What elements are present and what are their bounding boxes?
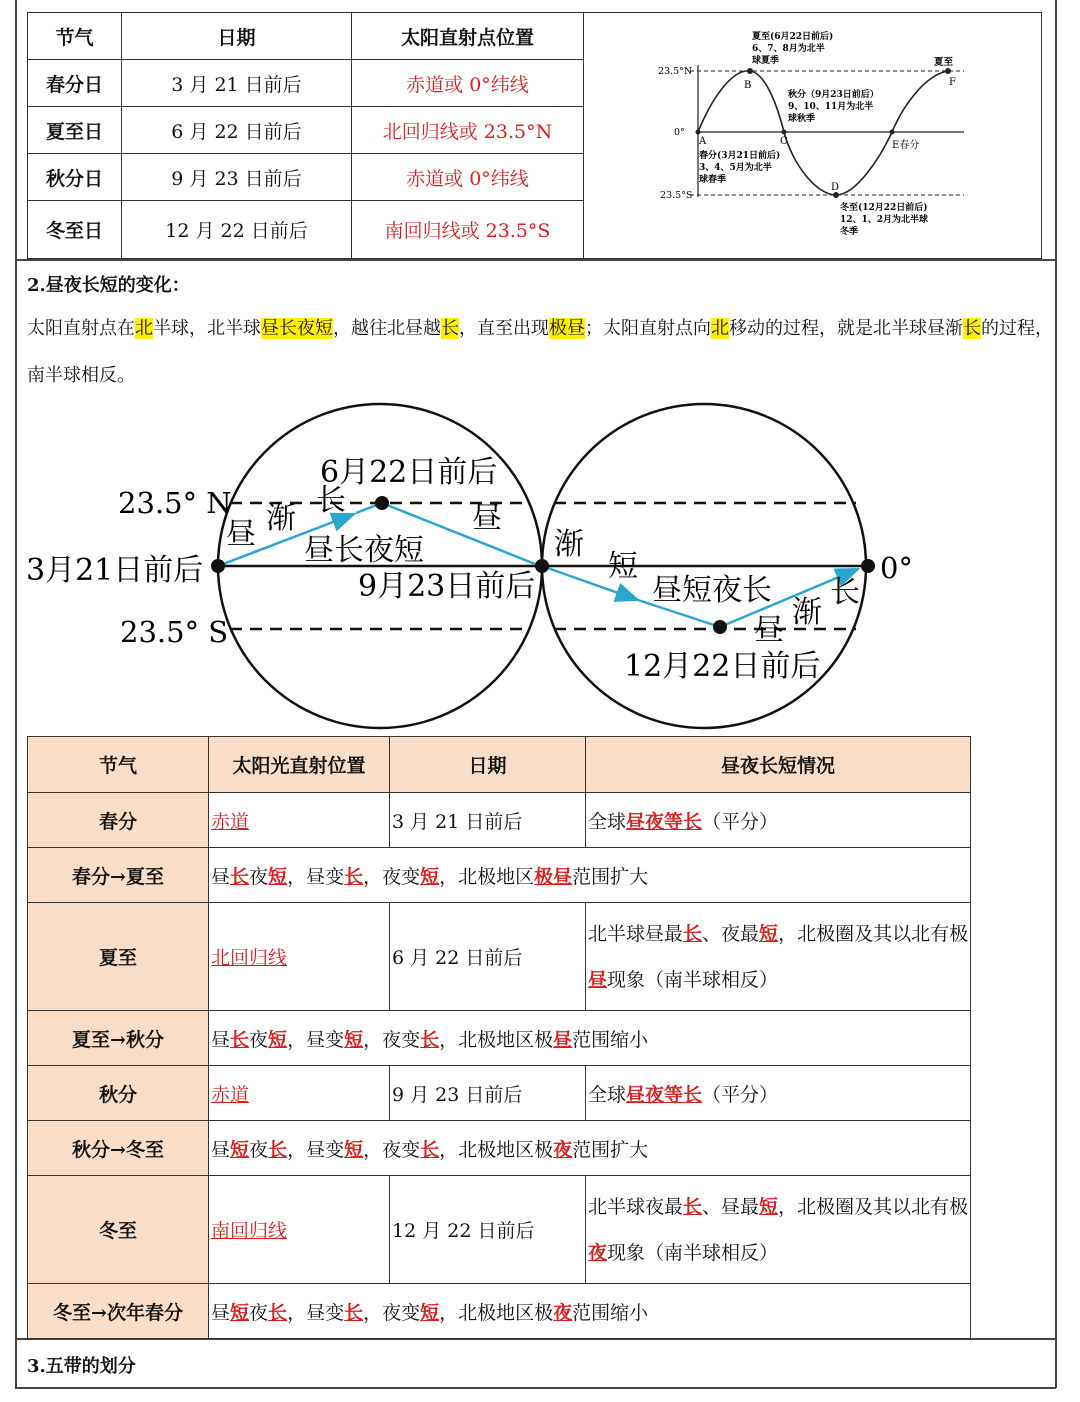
keyword: 短: [344, 1138, 364, 1161]
header-term: 节气: [28, 13, 122, 60]
frame-right: [1055, 0, 1057, 1388]
keyword: 长: [344, 865, 364, 888]
para-text: 移动的过程，就是北半球昼渐: [729, 318, 963, 339]
situation-cell: [586, 1066, 971, 1121]
text: 范围扩大: [572, 865, 649, 888]
position-link: 北回归线: [211, 947, 288, 969]
header-sun-position: 太阳光直射位置: [209, 737, 390, 793]
lat-zero-label: 0°: [674, 127, 685, 138]
summer-text-1: 夏至(6月22日前后): [752, 32, 834, 42]
date-cell: 3 月 21 日前后: [122, 60, 352, 107]
c-zhou2: 昼: [472, 501, 502, 536]
position-cell: 赤道或 0°纬线: [352, 154, 584, 201]
point-f-label: F: [949, 77, 956, 88]
frame-bottom: [15, 1387, 1056, 1389]
text: 夜: [249, 1301, 269, 1324]
keyword: 短: [268, 865, 288, 888]
text: 范围缩小: [572, 1028, 649, 1051]
text: 现象（南半球相反）: [607, 968, 779, 991]
situation-cell: [209, 848, 971, 903]
para-highlight: 长: [963, 318, 981, 339]
situation-cell: [586, 1176, 971, 1284]
point-b-label: B: [744, 80, 752, 91]
term-cell: 夏至: [28, 903, 209, 1011]
keyword: 极昼: [534, 865, 573, 888]
situation-cell: [586, 793, 971, 848]
c-chang2: 长: [830, 575, 860, 610]
keyword: 短: [420, 865, 440, 888]
keyword: 短: [344, 1028, 364, 1051]
text: 夜: [249, 1028, 269, 1051]
keyword: 长: [344, 1301, 364, 1324]
zero-text: 0°: [880, 551, 913, 585]
keyword: 短: [268, 1028, 288, 1051]
term-cell: 春分日: [28, 60, 122, 107]
term-cell: 春分: [28, 793, 209, 848]
position-link: 赤道: [211, 1083, 250, 1106]
term-cell: 冬至→次年春分: [28, 1284, 209, 1339]
dot-zero: [861, 559, 875, 573]
term-cell: 冬至日: [28, 201, 122, 259]
date-cell: 9 月 23 日前后: [390, 1066, 586, 1121]
term-cell: 春分→夏至: [28, 848, 209, 903]
situation-cell: [586, 903, 971, 1011]
keyword: 昼: [588, 968, 608, 991]
position-cell: 赤道或 0°纬线: [352, 60, 584, 107]
text: ，北极地区极: [439, 1028, 554, 1051]
text: 昼: [211, 865, 231, 888]
text: ，昼变: [287, 865, 345, 888]
text: 全球: [588, 1083, 627, 1106]
keyword: 长: [420, 1028, 440, 1051]
frame-left: [15, 0, 17, 1388]
keyword: 短: [759, 922, 779, 945]
text: 昼: [211, 1301, 231, 1324]
lat-south-text: 23.5° S: [120, 615, 229, 649]
date-march-text: 3月21日前后: [26, 553, 204, 588]
para-text: ；太阳直射点向: [585, 318, 711, 339]
situation-cell: [209, 1011, 971, 1066]
keyword: 昼夜等长: [626, 810, 703, 833]
text: 、昼最: [702, 1195, 760, 1218]
wave-diagram-box: [583, 12, 1042, 259]
keyword: 长: [420, 1138, 440, 1161]
c-jian2: 渐: [554, 527, 584, 562]
point-c-label: C: [780, 136, 788, 147]
keyword: 短: [759, 1195, 779, 1218]
para-text: ，越往北昼越: [333, 318, 441, 339]
c-zhou3: 昼: [754, 613, 784, 648]
point-b-dot: [747, 68, 753, 74]
keyword: 夜: [588, 1241, 608, 1264]
text: ，北极地区极: [439, 1138, 554, 1161]
text: ，夜变: [363, 865, 421, 888]
text: ，昼变: [287, 1301, 345, 1324]
date-cell: 12 月 22 日前后: [122, 201, 352, 259]
spring-text-1: 春分(3月21日前后): [699, 151, 781, 161]
text: ，北极圈及其以北有: [778, 922, 950, 945]
dot-september: [535, 559, 549, 573]
term-cell: 秋分→冬至: [28, 1121, 209, 1176]
keyword: 长: [230, 865, 250, 888]
position-link: 南回归线: [211, 1220, 288, 1242]
date-cell: 9 月 23 日前后: [122, 154, 352, 201]
text: ，夜变: [363, 1028, 421, 1051]
position-cell: [209, 1066, 390, 1121]
date-september-text: 9月23日前后: [358, 569, 536, 604]
autumn-text-1: 秋分（9月23日前后）: [788, 90, 879, 100]
summer-text-2: 6、7、8月为北半: [752, 44, 825, 54]
position-cell: [209, 793, 390, 848]
lat-north-label: 23.5°N: [658, 66, 693, 77]
text: 夜: [249, 865, 269, 888]
dot-march: [211, 559, 225, 573]
situation-cell: [209, 1284, 971, 1339]
text: ，昼变: [287, 1028, 345, 1051]
dot-june: [375, 496, 389, 510]
point-e-dot: [890, 130, 895, 135]
keyword: 昼: [553, 1028, 573, 1051]
term-cell: 冬至: [28, 1176, 209, 1284]
date-december-text: 12月22日前后: [624, 649, 821, 684]
autumn-text-2: 9、10、11月为北半: [788, 102, 874, 112]
day-night-table: [27, 736, 971, 1339]
text: 昼: [211, 1138, 231, 1161]
winter-text-2: 12、1、2月为北半球: [840, 215, 929, 225]
keyword: 长: [268, 1138, 288, 1161]
sun-path-wave-diagram: [584, 13, 1040, 257]
dot-december: [713, 620, 727, 634]
keyword: 长: [268, 1301, 288, 1324]
text: 极: [949, 1195, 969, 1218]
lat-north-text: 23.5° N: [118, 486, 232, 520]
section2-paragraph: [27, 305, 1057, 399]
text: ，北极地区极: [439, 1301, 554, 1324]
situation-cell: [209, 1121, 971, 1176]
text: （平分）: [702, 1083, 779, 1106]
text: 极: [949, 922, 969, 945]
para-highlight: 昼长夜短: [261, 318, 333, 339]
text: 夜: [249, 1138, 269, 1161]
text: 北半球昼最: [588, 922, 684, 945]
point-f-dot: [945, 68, 951, 74]
date-cell: 6 月 22 日前后: [390, 903, 586, 1011]
text: ，北极地区: [439, 865, 535, 888]
text: ，北极圈及其以北有: [778, 1195, 950, 1218]
c-jian3: 渐: [792, 595, 822, 630]
position-link: 赤道: [211, 810, 250, 833]
para-highlight: 长: [441, 318, 459, 339]
position-cell: [209, 1176, 390, 1284]
header-day-length: 昼夜长短情况: [586, 737, 971, 793]
c-long-day: 昼长夜短: [304, 533, 424, 568]
text: 、夜最: [702, 922, 760, 945]
text: 范围扩大: [572, 1138, 649, 1161]
date-june-text: 6月22日前后: [320, 455, 498, 490]
spring-text-2: 3、4、5月为北半: [699, 163, 772, 173]
header-position: 太阳直射点位置: [352, 13, 584, 60]
keyword: 夜: [553, 1301, 573, 1324]
text: 全球: [588, 810, 627, 833]
summer-right-label: 夏至: [934, 57, 954, 68]
text: ，昼变: [287, 1138, 345, 1161]
position-cell: 北回归线或 23.5°N: [352, 107, 584, 154]
c-chang1: 长: [316, 483, 346, 518]
term-cell: 夏至→秋分: [28, 1011, 209, 1066]
section3-title: 3.五带的划分: [27, 1356, 136, 1377]
position-cell: 南回归线或 23.5°S: [352, 201, 584, 259]
date-cell: 3 月 21 日前后: [390, 793, 586, 848]
c-short-day: 昼短夜长: [652, 573, 772, 608]
header-date: 日期: [122, 13, 352, 60]
section2-title: 2.昼夜长短的变化：: [27, 275, 190, 296]
para-highlight: 北: [711, 318, 729, 339]
header-term: 节气: [28, 737, 209, 793]
position-cell: [209, 903, 390, 1011]
term-cell: 夏至日: [28, 107, 122, 154]
c-duan: 短: [608, 549, 638, 584]
para-highlight: 北: [135, 318, 153, 339]
para-text: 太阳直射点在: [27, 318, 135, 339]
summer-text-3: 球夏季: [752, 56, 780, 66]
c-jian1: 渐: [266, 501, 296, 536]
para-text: 半球，北半球: [153, 318, 261, 339]
para-text: ，直至出现: [459, 318, 549, 339]
spring-text-3: 球春季: [699, 175, 727, 185]
keyword: 夜: [553, 1138, 573, 1161]
term-cell: 秋分: [28, 1066, 209, 1121]
keyword: 长: [683, 922, 703, 945]
date-cell: 12 月 22 日前后: [390, 1176, 586, 1284]
keyword: 短: [230, 1138, 250, 1161]
text: （平分）: [702, 810, 779, 833]
para-highlight: 极昼: [549, 318, 585, 339]
header-date: 日期: [390, 737, 586, 793]
term-cell: 秋分日: [28, 154, 122, 201]
date-cell: 6 月 22 日前后: [122, 107, 352, 154]
keyword: 长: [683, 1195, 703, 1218]
point-a-dot: [696, 130, 701, 135]
text: 现象（南半球相反）: [607, 1241, 779, 1264]
keyword: 长: [230, 1028, 250, 1051]
text: ，夜变: [363, 1138, 421, 1161]
point-e-label: E春分: [892, 140, 920, 151]
point-a-label: A: [699, 136, 707, 147]
keyword: 短: [230, 1301, 250, 1324]
keyword: 短: [420, 1301, 440, 1324]
day-length-circle-diagram: [20, 400, 1020, 730]
text: 北半球夜最: [588, 1195, 684, 1218]
para-text: 的过程，南半球相反。: [27, 318, 1053, 386]
winter-text-1: 冬至(12月22日前后): [840, 203, 928, 213]
solar-term-table: [27, 12, 584, 259]
keyword: 昼夜等长: [626, 1083, 703, 1106]
text: 范围缩小: [572, 1301, 649, 1324]
winter-text-3: 冬季: [840, 227, 859, 237]
autumn-text-3: 球秋季: [788, 114, 816, 124]
point-d-label: D: [831, 182, 840, 193]
text: ，夜变: [363, 1301, 421, 1324]
c-zhou1: 昼: [226, 517, 256, 552]
lat-south-label: 23.5°S: [660, 190, 693, 201]
point-c-dot: [782, 130, 787, 135]
text: 昼: [211, 1028, 231, 1051]
